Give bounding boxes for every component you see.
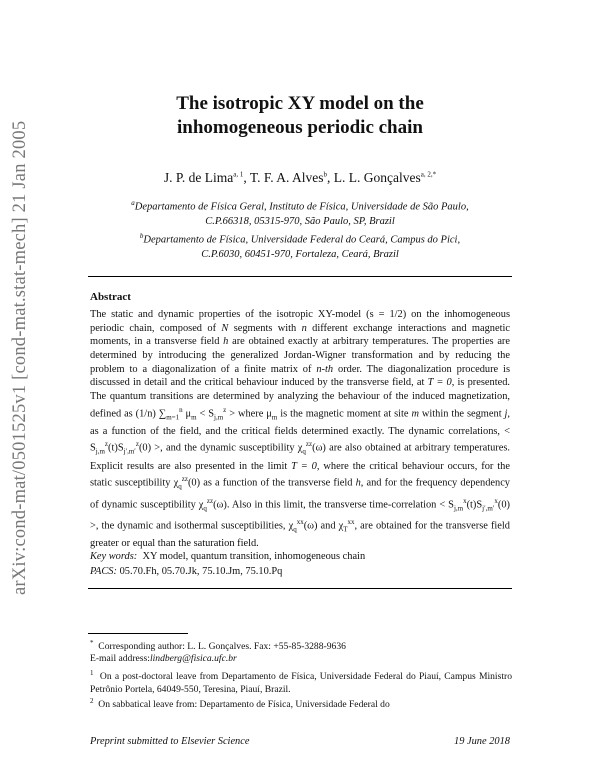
author-1-marks: a, 1 <box>233 170 244 179</box>
abstract-heading: Abstract <box>90 291 131 303</box>
author-1: J. P. de Lima <box>163 170 234 185</box>
footnote-rule <box>88 633 188 634</box>
footnote-1: $^1$ On a post-doctoral leave from Departamento de Física, Universidade Federal do Piauí, Campus Ministro Petrônio Portela, 64049-550, Teresina, Piauí, Brazil. <box>90 669 512 696</box>
affiliation-b-line-1: Departamento de Física, Universidade Federal do Ceará, Campus do Pici, <box>143 234 461 246</box>
title-line-1: The isotropic XY model on the <box>176 93 424 114</box>
keywords-text: XY model, quantum transition, inhomogeneous chain <box>142 551 366 562</box>
author-3-marks: a, 2,* <box>420 170 437 179</box>
author-2-marks: b <box>323 170 328 179</box>
author-list: J. P. de Lima$^{a, 1}$, T. F. A. Alves$^b$, L. L. Gonçalves$^{a, 2,*}$ <box>163 170 437 185</box>
preprint-note: Preprint submitted to Elsevier Science <box>90 736 250 747</box>
abstract-body: The static and dynamic properties of the isotropic XY-model (s = 1/2) on the inhomogeneous periodic chain, composed of N segments with n different exchange interactions and magnetic moments, in a transverse field h are obtained exactly at arbitrary temperatures. The properties are determined by introducing the generalized Jordan-Wigner transformation and by reducing the problem to a diagonalization of a finite matrix of n-th order. The diagonalization procedure is discussed in detail and the critical behaviour induced by the transverse field, at T = 0, is presented. The quantum transitions are determined by analyzing the behaviour of the induced magnetization, defined as (1/n) $\sum_{m=1}^n$ $\mu_m < S_{j,m}^z$ > where $\mu_m$ is the magnetic moment at site m within the segment j, as a function of the field, and the critical fields determined exactly. The dynamic correlations, < $S_{j,m}^z(t)S_{j',m'}^z(0)$ >, and the dynamic susceptibility $\chi_q^{zz}(\omega)$ are also obtained at arbitrary temperatures. Explicit results are also presented in the limit T = 0, where the critical behaviour occurs, for the static susceptibility $\chi_q^{zz}(0)$ as a function of the transverse field h, and for the frequency dependency of dynamic susceptibility $\chi_q^{zz}(\omega)$. Also in this limit, the transverse time-correlation < $S_{j,m}^x(t)S_{j',m'}^x(0)$ >, the dynamic and isothermal susceptibilities, $\chi_q^{xx}(\omega)$ and $\chi_T^{xx}$, are obtained for the transverse field greater or equal than the saturation field. <box>90 309 511 549</box>
abstract-bottom-rule <box>88 588 512 589</box>
preprint-date: 19 June 2018 <box>454 736 510 747</box>
affiliation-b-line-2: C.P.6030, 60451-970, Fortaleza, Ceará, Brazil <box>201 248 399 260</box>
affiliation-b <box>80 229 520 262</box>
pacs-codes <box>90 565 510 579</box>
abstract-top-rule <box>88 276 512 277</box>
keywords <box>90 550 510 564</box>
affiliation-a-line-1: Departamento de Física Geral, Instituto de Física, Universidade de São Paulo, <box>134 201 469 213</box>
pacs-label: PACS: <box>90 566 117 577</box>
pacs-text: 05.70.Fh, 05.70.Jk, 75.10.Jm, 75.10.Pq <box>119 566 283 577</box>
affiliation-a-mark: a <box>131 199 135 207</box>
footnote-corresponding-author: * Corresponding author: L. L. Gonçalves. Fax: +55-85-3288-9636 <box>90 639 346 653</box>
footnote-2: $^2$ On sabbatical leave from: Departamento de Física, Universidade Federal do <box>90 697 390 711</box>
affiliation-b-mark: b <box>139 232 144 240</box>
title-line-2: inhomogeneous periodic chain <box>177 117 423 138</box>
arxiv-sidebar-stamp: arXiv:cond-mat/0501525v1 [cond-mat.stat-mech] 21 Jan 2005 <box>10 120 30 595</box>
keywords-label: Key words: <box>90 551 138 562</box>
footnote-email: E-mail address:lindberg@fisica.ufc.br <box>90 653 237 664</box>
email-link[interactable]: lindberg@fisica.ufc.br <box>149 653 237 664</box>
author-3: L. L. Gonçalves <box>333 170 421 185</box>
affiliation-a-line-2: C.P.66318, 05315-970, São Paulo, SP, Brazil <box>205 215 395 227</box>
author-2: T. F. A. Alves <box>249 170 324 185</box>
paper-title <box>60 92 540 140</box>
affiliation-a <box>80 196 520 229</box>
